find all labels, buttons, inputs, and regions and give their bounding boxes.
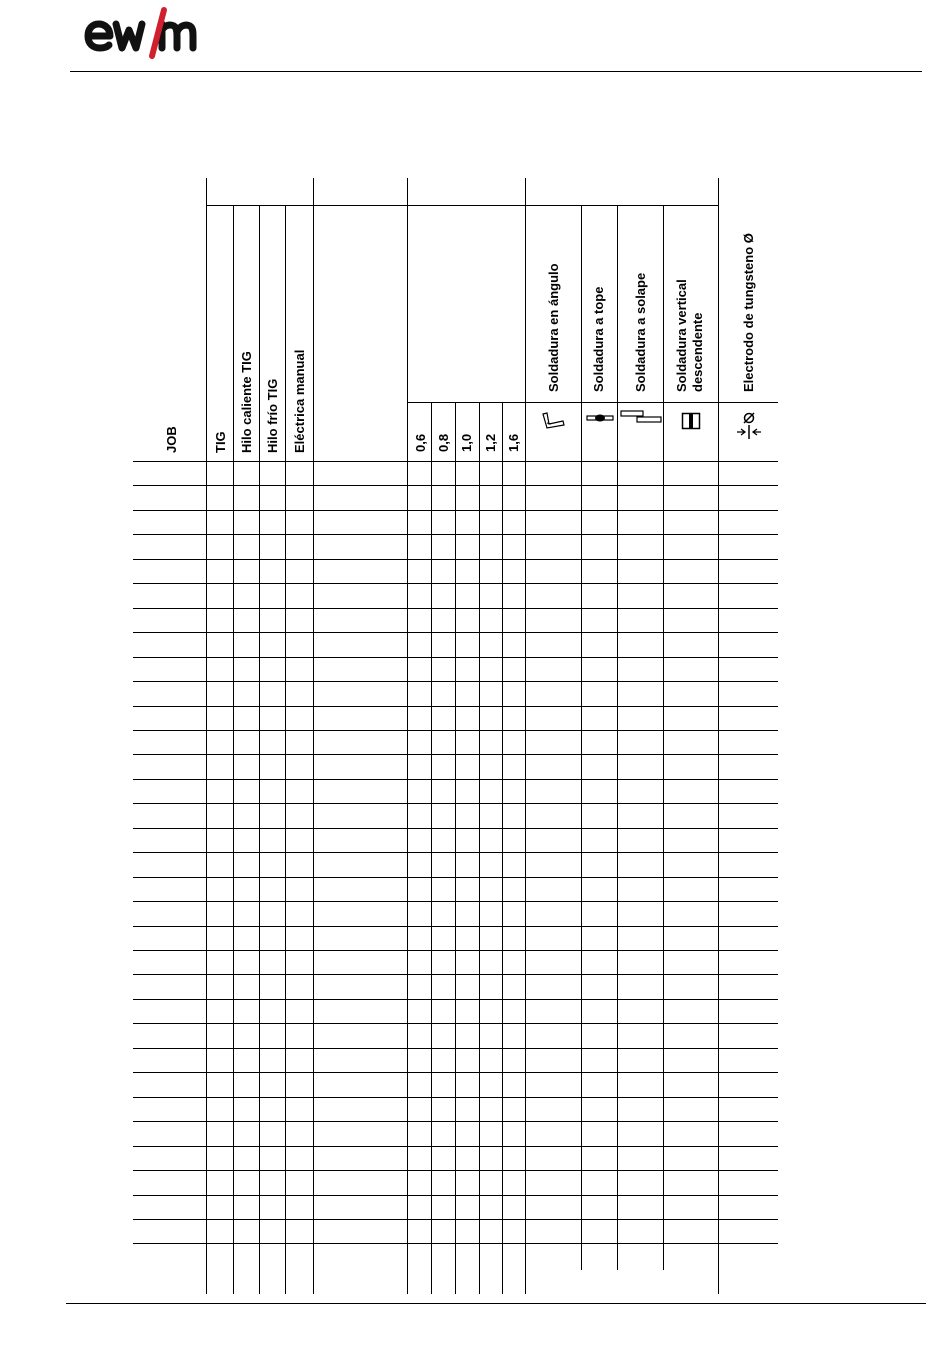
column-line (233, 206, 234, 1294)
column-line (617, 206, 618, 1270)
column-line (206, 178, 207, 1294)
column-line (259, 206, 260, 1294)
column-line (502, 402, 503, 1294)
diameter-header-0: 0,6 (413, 433, 428, 452)
column-line (718, 178, 719, 1294)
seam-vertical-line2: descendente (690, 312, 705, 392)
column-line (479, 402, 480, 1294)
seam-vertical-line1: Soldadura vertical (674, 279, 689, 392)
footer-rule (66, 1303, 926, 1304)
seam-lap-header: Soldadura a solape (633, 272, 648, 392)
seam-butt-header: Soldadura a tope (591, 286, 606, 392)
diameter-header-2: 1,0 (459, 433, 474, 452)
seam-fillet-header: Soldadura en ángulo (546, 263, 561, 392)
header-rule (70, 71, 922, 72)
column-line (285, 206, 286, 1294)
process-hotwire-header: Hilo caliente TIG (239, 351, 254, 453)
diameter-header-3: 1,2 (483, 433, 498, 452)
electrode-header: Electrodo de tungsteno Ø (741, 233, 756, 392)
column-line (313, 178, 314, 1294)
column-line (431, 402, 432, 1294)
row-line-icons (408, 402, 778, 403)
diameter-header-1: 0,8 (436, 433, 451, 452)
column-line (663, 206, 664, 1270)
process-manual-header: Eléctrica manual (292, 349, 307, 453)
lap-weld-icon (619, 409, 663, 425)
column-line (525, 178, 526, 1294)
column-line (581, 206, 582, 1270)
butt-weld-icon (585, 413, 615, 423)
row-line-header-top (206, 205, 718, 206)
process-coldwire-header: Hilo frío TIG (265, 378, 280, 453)
tungsten-diameter-icon (735, 411, 763, 441)
column-line (455, 402, 456, 1294)
vertical-down-weld-icon (681, 412, 701, 430)
process-tig-header: TIG (213, 431, 228, 453)
fillet-weld-icon (539, 412, 567, 430)
job-header: JOB (164, 426, 179, 453)
column-line (407, 178, 408, 1294)
diameter-header-4: 1,6 (506, 433, 521, 452)
ewm-logo (82, 4, 214, 62)
seam-vertical-header (674, 279, 706, 392)
